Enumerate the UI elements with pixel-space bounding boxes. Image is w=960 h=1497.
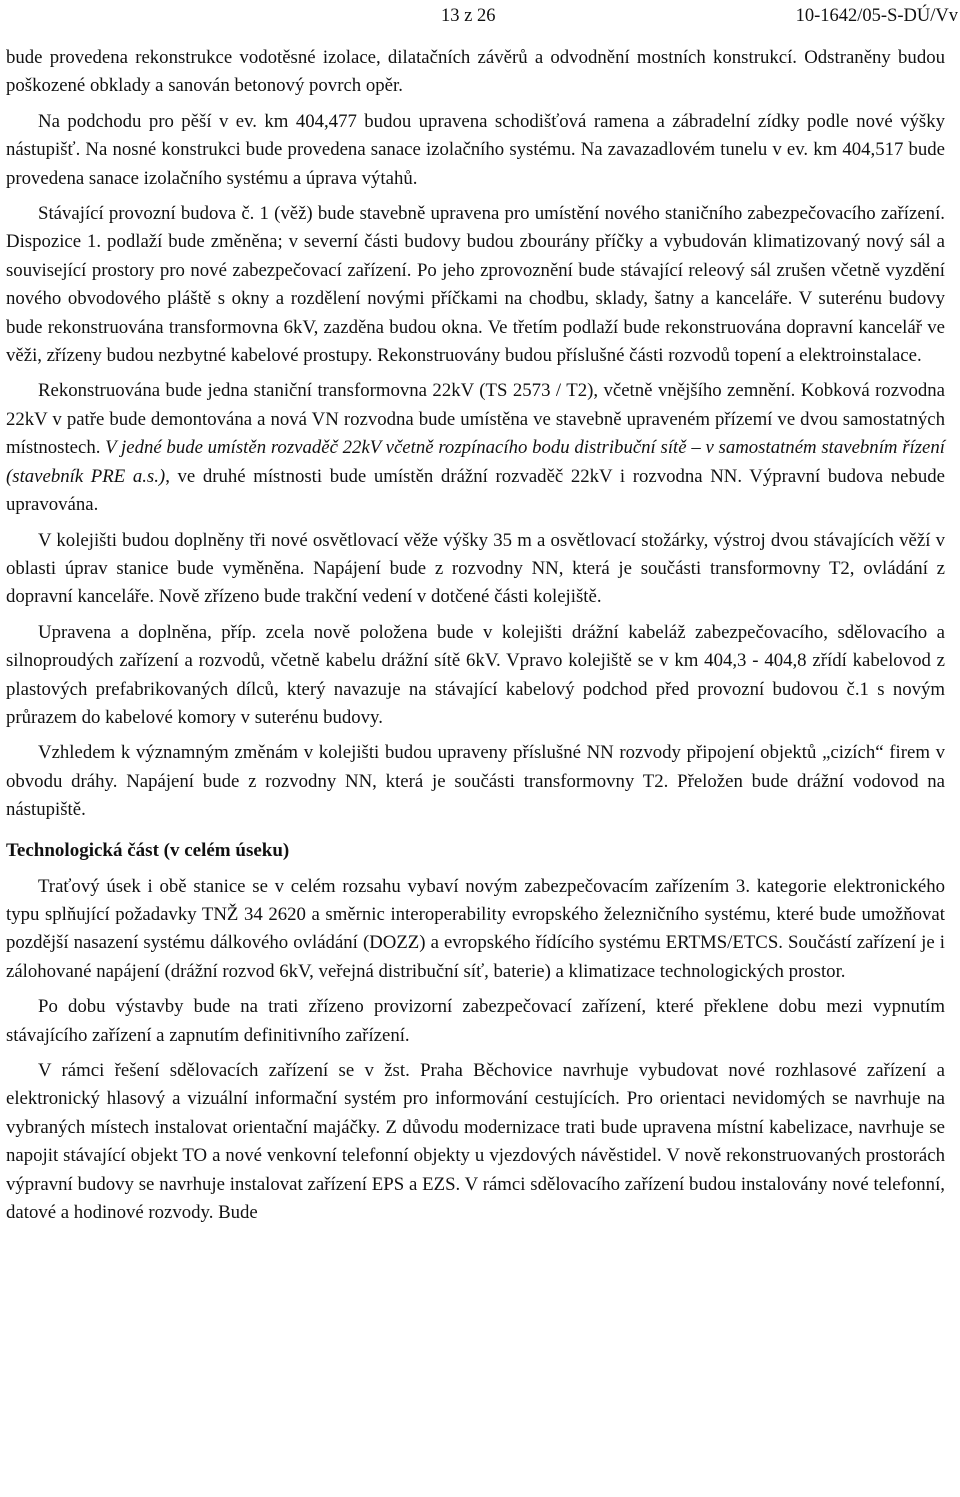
transformer-text-a: Rekonstruována bude jedna staniční transformovna 22kV (TS 2573 / T2), včetně vnějšího zemnění. Kobková rozvodna 22kV v patře bude demontována a nová VN rozvodna bude umístěna ve stavebně upraveném přízemí ve dvou samostatných místnostech. [6,380,945,459]
page-number: 13 z 26 [441,6,496,26]
page-header [0,4,960,28]
paragraph-provisional-signalling: Po dobu výstavby bude na trati zřízeno provizorní zabezpečovací zařízení, které překlene dobu mezi vypnutím stávajícího zařízení a zapnutím definitivního zařízení. [6,996,945,1046]
paragraph-communication-systems: V rámci řešení sdělovacích zařízení se v žst. Praha Běchovice navrhuje vybudovat nové rozhlasové zařízení a elektronický hlasový a vizuální informační systém pro informování cestujících. Pro orientaci nevidomých se navrhuje na vybraných místech instalovat orientační majáčky. Z důvodu modernizace trati bude upravena místní kabelizace, navrhuje se napojit stávající objekt TO a nové venkovní telefonní objekty u vjezdových návěstidel. V nově rekonstruovaných prostorách výpravní budovy se navrhuje instalovat zařízení EPS a EZS. V rámci sdělovacího zařízení budou instalovány nové telefonní, datové a hodinové rozvody. Bude [6,1060,945,1224]
paragraph-bridge-reconstruction: bude provedena rekonstrukce vodotěsné izolace, dilatačních závěrů a odvodnění mostních konstrukcí. Odstraněny budou poškozené obklady a sanován betonový povrch opěr. [6,47,945,97]
transformer-text-italic: V jedné bude umístěn rozvaděč 22kV včetně rozpínacího bodu distribuční sítě – v samostatném stavebním řízení (stavebník PRE a.s.) [6,437,945,487]
paragraph-transformer-station [6,377,945,519]
document-body [6,44,945,1234]
paragraph-lighting-towers: V kolejišti budou doplněny tři nové osvětlovací věže výšky 35 m a osvětlovací stožárky, výstroj dvou stávajících věží v oblasti úprav stanice bude vyměněna. Napájení bude z rozvodny NN, která je součásti transformovny T2, ovládání z dopravní kanceláře. Nově zřízeno bude trakční vedení v dotčené části kolejiště. [6,529,945,608]
paragraph-nn-distribution: Vzhledem k významným změnám v kolejišti budou upraveny příslušné NN rozvody připojení objektů „cizích“ firem v obvodu dráhy. Napájení bude z rozvodny NN, která je součásti transformovny T2. Přeložen bude drážní vodovod na nástupiště. [6,742,945,821]
document-reference: 10-1642/05-S-DÚ/Vv [795,6,958,26]
section-heading-technology: Technologická část (v celém úseku) [6,839,290,861]
paragraph-cabling: Upravena a doplněna, příp. zcela nově položena bude v kolejišti drážní kabeláž zabezpečovacího, sdělovacího a silnoproudých zařízení a rozvodů, včetně kabelu drážní sítě 6kV. Vpravo kolejiště se v km 404,3 - 404,8 zřídí kabelovod z plastových prefabrikovaných dílců, který navazuje na stávající kabelový podchod před provozní budovou č.1 s novým průrazem do kabelové komory v suterénu budovy. [6,621,945,728]
transformer-text-b: , ve druhé místnosti bude umístěn drážní rozvaděč 22kV i rozvodna NN. Výpravní budova nebude upravována. [6,465,945,516]
paragraph-pedestrian-underpass: Na podchodu pro pěší v ev. km 404,477 budou upravena schodišťová ramena a zábradelní zídky podle nové výšky nástupišť. Na nosné konstrukci bude provedena sanace izolačního systému. Na zavazadlovém tunelu v ev. km 404,517 bude provedena sanace izolačního systému a úprava výtahů. [6,110,945,189]
paragraph-operating-building: Stávající provozní budova č. 1 (věž) bude stavebně upravena pro umístění nového staničního zabezpečovacího zařízení. Dispozice 1. podlaží bude změněna; v severní části budovy budou zbourány příčky a vybudován klimatizovaný nový sál a související prostory pro nové zabezpečovací zařízení. Po jeho zprovoznění bude stávající releový sál zrušen včetně vyzdění nového obvodového pláště s okny a rozdělení novými příčkami na chodbu, sklady, šatny a kanceláře. V suterénu budovy bude rekonstruována transformovna 6kV, zazděna budou okna. Ve třetím podlaží bude rekonstruována dopravní kancelář ve věži, zřízeny budou nezbytné kabelové prostupy. Rekonstruovány budou příslušné části rozvodů topení a elektroinstalace. [6,203,945,367]
paragraph-signalling-system: Traťový úsek i obě stanice se v celém rozsahu vybaví novým zabezpečovacím zařízením 3. kategorie elektronického typu splňující požadavky TNŽ 34 2620 a směrnic interoperability evropského železničního systému, které bude umožňovat pozdější nasazení systému dálkového ovládání (DOZZ) a evropského řídícího systému ERTMS/ETCS. Součástí zařízení je i zálohované napájení (drážní rozvod 6kV, veřejná distribuční síť, baterie) a klimatizace technologických prostor. [6,875,945,982]
